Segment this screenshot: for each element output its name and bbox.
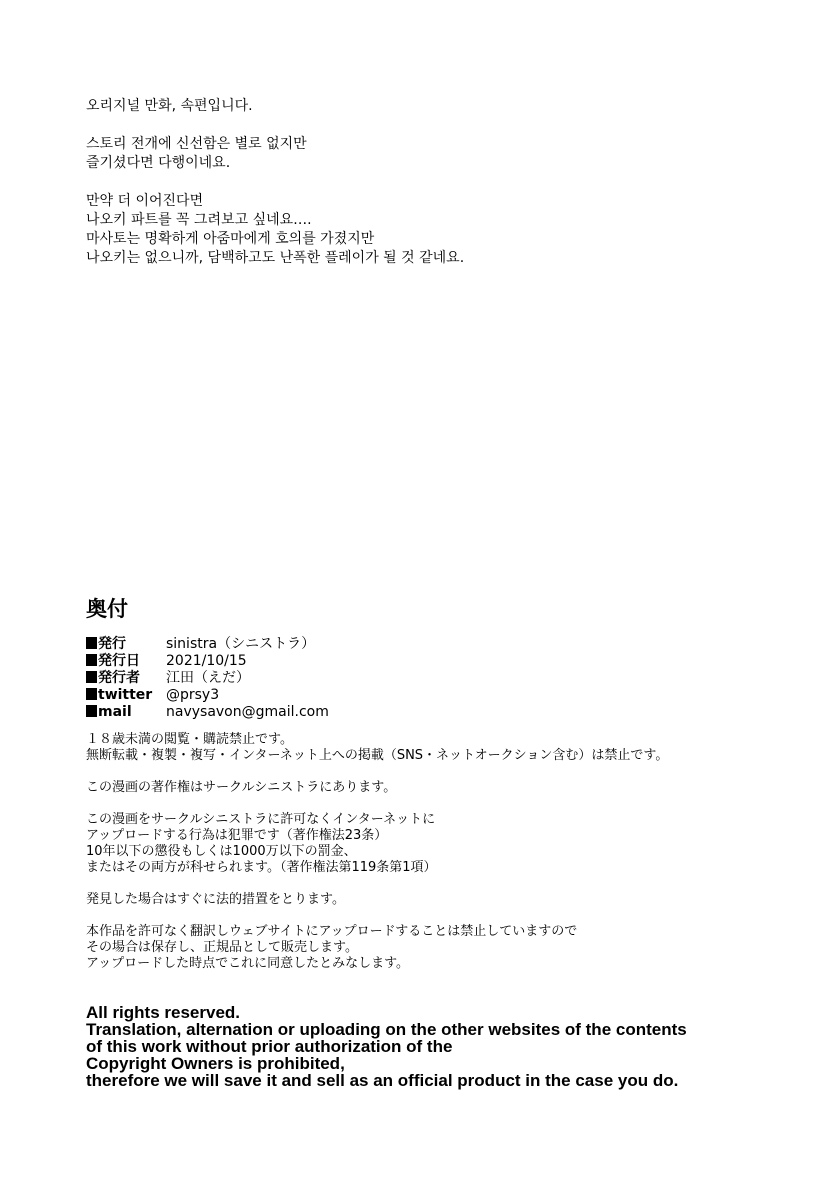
- row-value: @prsy3: [166, 687, 220, 703]
- row-value: sinistra（シニストラ）: [166, 636, 316, 652]
- korean-line: 나오키는 없으니까, 담백하고도 난폭한 플레이가 될 것 같네요.: [86, 250, 465, 266]
- korean-line: 나오키 파트를 꼭 그려보고 싶네요….: [86, 212, 312, 228]
- colophon-info-table: [86, 636, 806, 721]
- korean-paragraph-2: [86, 135, 786, 173]
- colophon-row-author: [86, 670, 806, 687]
- english-line: All rights reserved.: [86, 1003, 241, 1022]
- notice-line: またはその両方が科せられます。（著作権法第119条第1項）: [86, 860, 437, 875]
- black-square-bullet: [86, 637, 97, 649]
- black-square-bullet: [86, 654, 97, 666]
- notice-line: １８歳未満の閲覧・購読禁止です。: [86, 732, 293, 747]
- notice-line: その場合は保存し、正規品として販売します。: [86, 940, 358, 955]
- notice-upload-crime: [86, 812, 806, 876]
- notice-age-restriction: [86, 732, 806, 764]
- notice-legal-action: [86, 892, 806, 908]
- notice-line: 無断転載・複製・複写・インターネット上への掲載（SNS・ネットオークション含む）は禁止です。: [86, 748, 669, 763]
- english-line: therefore we will save it and sell as an official product in the case you do.: [86, 1071, 679, 1090]
- colophon-row-mail: [86, 704, 806, 721]
- korean-paragraph-1: [86, 97, 786, 116]
- colophon-row-date: [86, 653, 806, 670]
- black-square-bullet: [86, 705, 97, 717]
- korean-line: 스토리 전개에 신선함은 별로 없지만: [86, 136, 307, 152]
- row-label: mail: [98, 704, 132, 720]
- korean-line: 즐기셨다면 다행이네요.: [86, 155, 231, 171]
- legal-notices: [86, 732, 806, 988]
- notice-line: 10年以下の懲役もしくは1000万以下の罰金、: [86, 844, 357, 859]
- english-line: of this work without prior authorization of the: [86, 1037, 453, 1056]
- english-line: Copyright Owners is prohibited,: [86, 1054, 345, 1073]
- korean-line: 만약 더 이어진다면: [86, 193, 204, 209]
- notice-translation: [86, 924, 806, 972]
- row-value: navysavon@gmail.com: [166, 704, 329, 720]
- row-value: 江田（えだ）: [166, 670, 250, 686]
- row-label: 発行日: [98, 653, 140, 669]
- black-square-bullet: [86, 688, 97, 700]
- colophon-title: 奥付: [86, 597, 128, 621]
- row-label: 発行: [98, 636, 126, 652]
- notice-copyright-holder: [86, 780, 806, 796]
- notice-line: 発見した場合はすぐに法的措置をとります。: [86, 892, 345, 907]
- notice-line: アップロードする行為は犯罪です（著作権法23条）: [86, 828, 388, 843]
- english-rights-notice: [86, 1004, 816, 1089]
- notice-line: この漫画をサークルシニストラに許可なくインターネットに: [86, 812, 436, 827]
- colophon: [86, 596, 806, 721]
- colophon-row-twitter: [86, 687, 806, 704]
- row-label: 発行者: [98, 670, 140, 686]
- row-value: 2021/10/15: [166, 653, 247, 669]
- black-square-bullet: [86, 671, 97, 683]
- korean-line: 오리지널 만화, 속편입니다.: [86, 98, 253, 114]
- korean-afterword: [86, 97, 786, 268]
- row-label: twitter: [98, 687, 153, 703]
- notice-line: アップロードした時点でこれに同意したとみなします。: [86, 956, 410, 971]
- colophon-row-publisher: [86, 636, 806, 653]
- english-line: Translation, alternation or uploading on the other websites of the contents: [86, 1020, 687, 1039]
- notice-line: この漫画の著作権はサークルシニストラにあります。: [86, 780, 397, 795]
- korean-line: 마사토는 명확하게 아줌마에게 호의를 가졌지만: [86, 231, 375, 247]
- korean-paragraph-3: [86, 192, 786, 268]
- notice-line: 本作品を許可なく翻訳しウェブサイトにアップロードすることは禁止していますので: [86, 924, 578, 939]
